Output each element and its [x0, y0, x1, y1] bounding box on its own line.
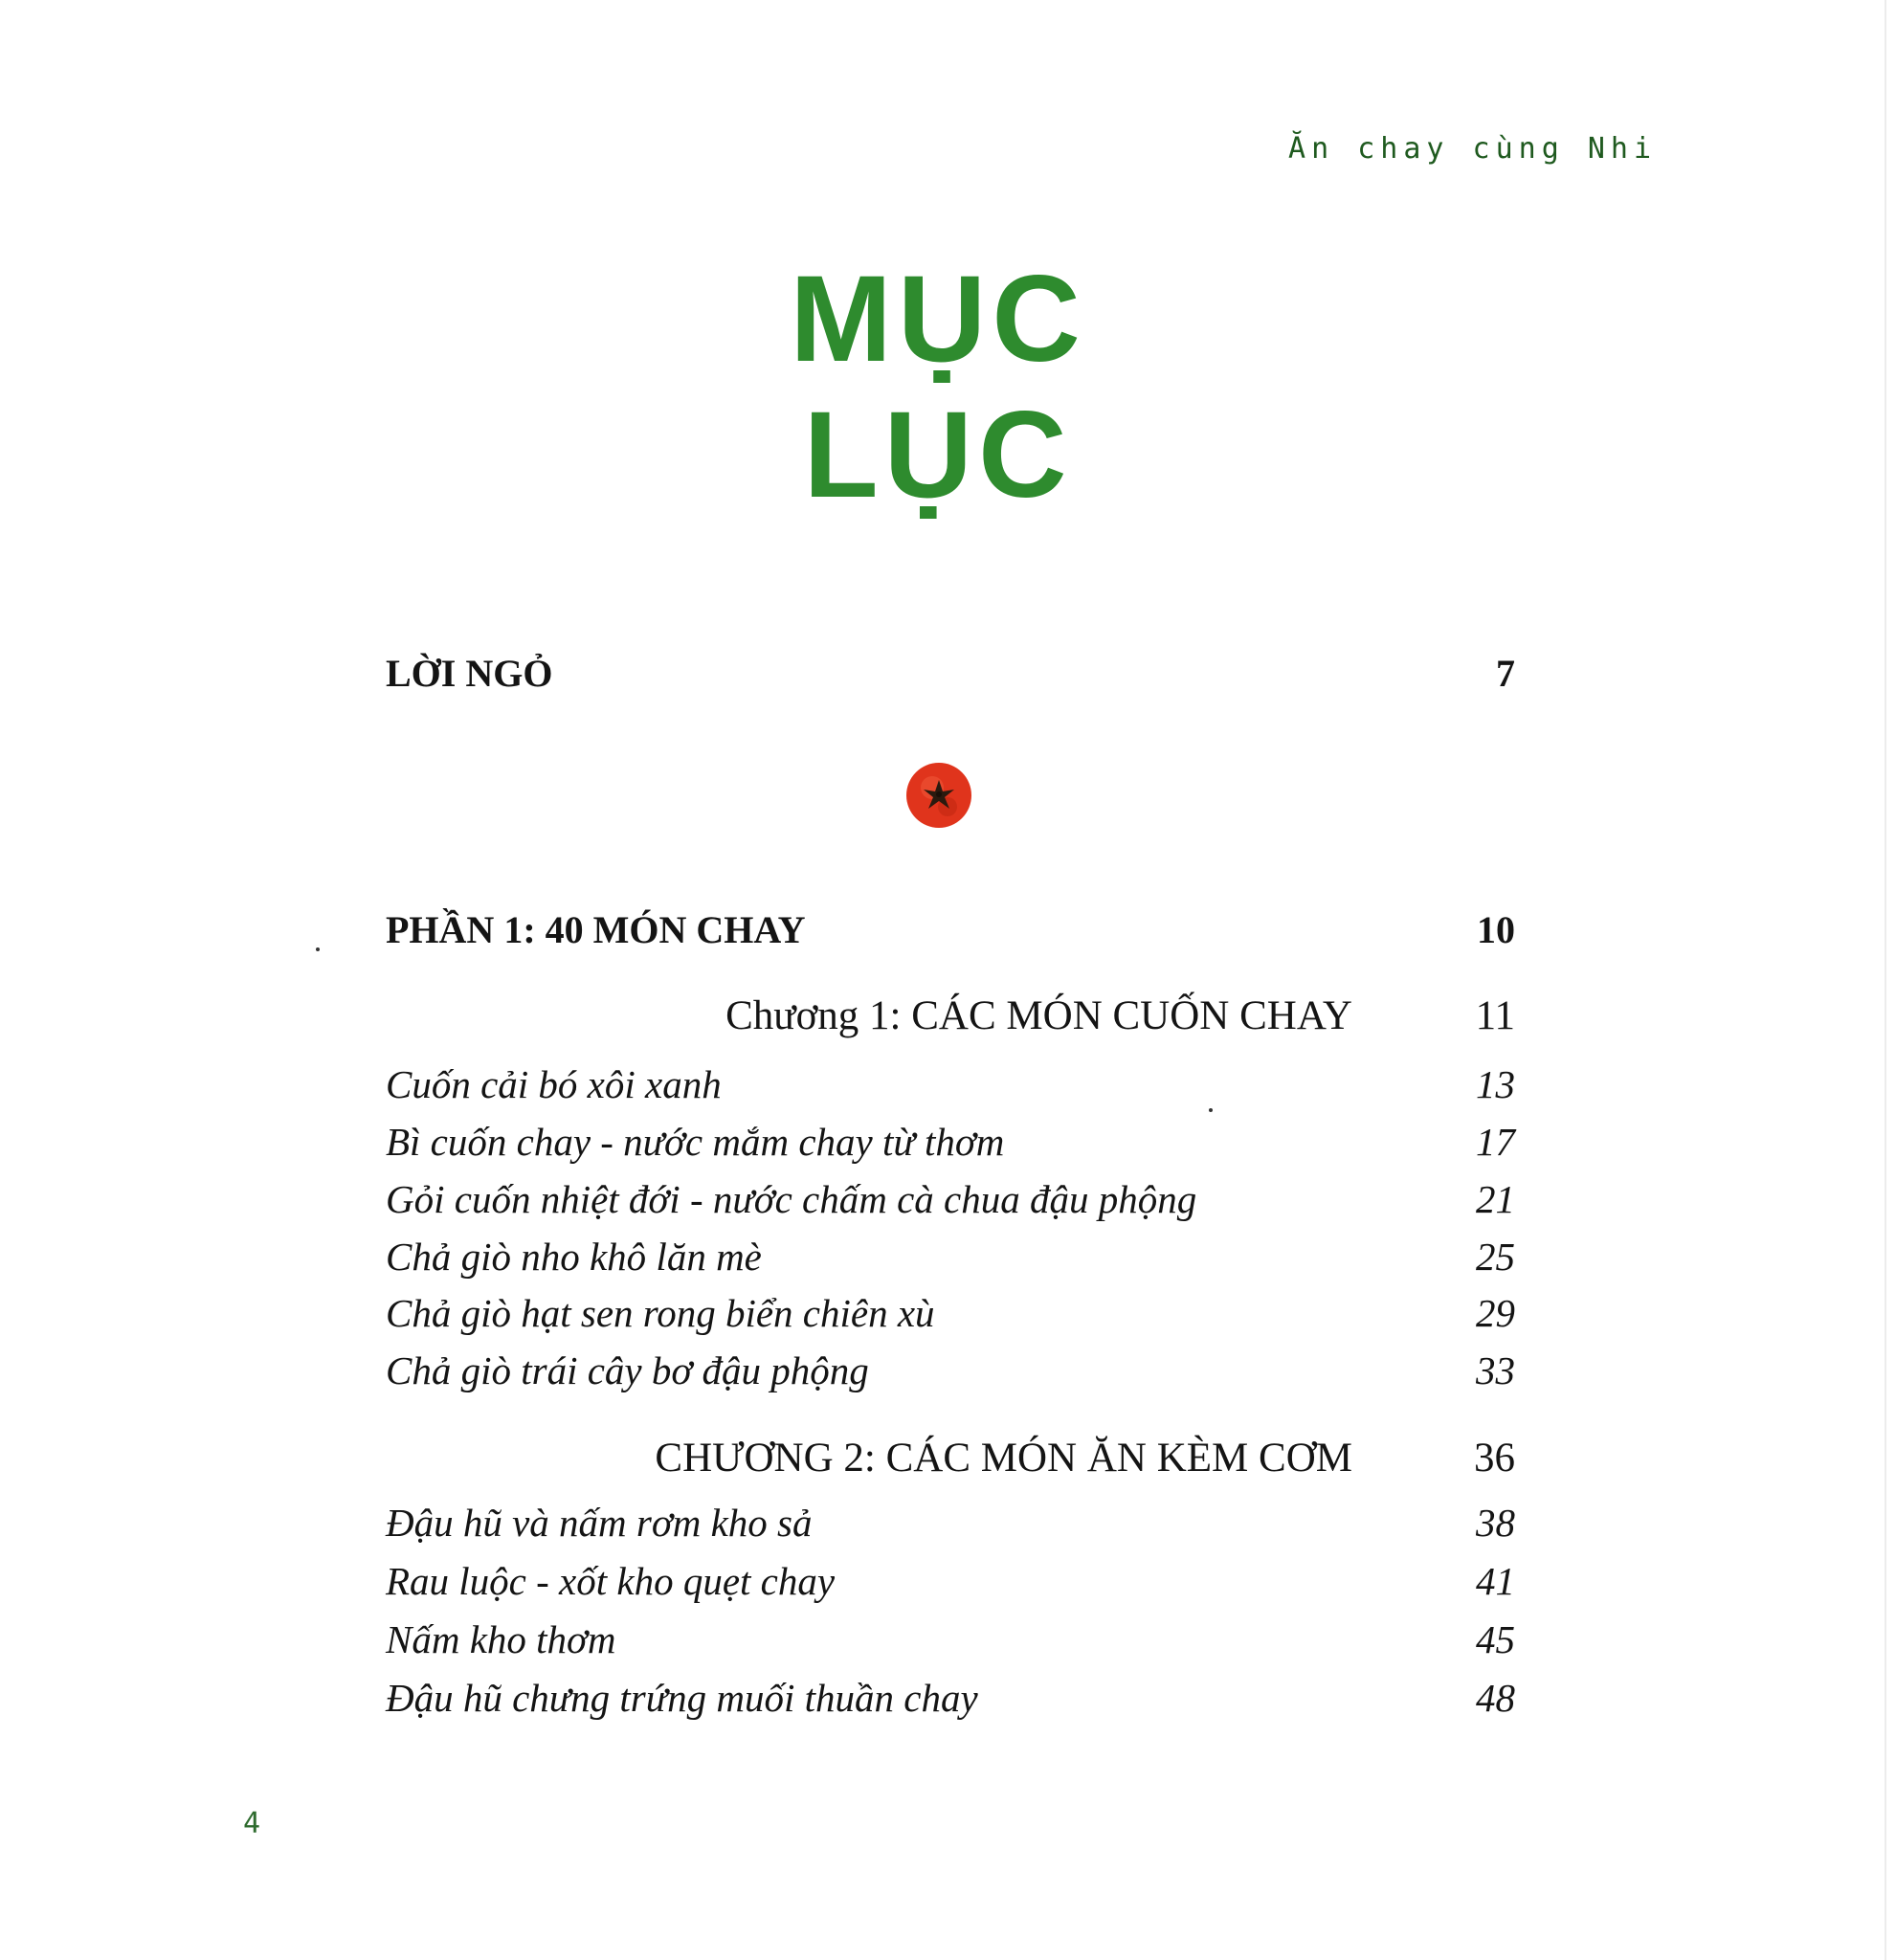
- toc-entry-label: Cuốn cải bó xôi xanh: [386, 1062, 722, 1106]
- toc-entry-part1: [386, 902, 1515, 956]
- toc-entry-page: 41: [1476, 1559, 1515, 1603]
- toc-entry-page: 10: [1477, 907, 1515, 951]
- toc-entry-page: 25: [1476, 1235, 1515, 1279]
- toc-entry-label: Chả giò trái cây bơ đậu phộng: [386, 1348, 869, 1392]
- running-header: Ăn chay cùng Nhi: [1288, 132, 1657, 166]
- toc-entry-page: 33: [1476, 1348, 1515, 1392]
- toc-entry-page: 36: [1474, 1435, 1515, 1481]
- toc-entry-label: Đậu hũ và nấm rơm kho sả: [386, 1501, 813, 1545]
- toc-entry-item: [386, 1554, 1515, 1608]
- page-title-line-1: MỤC: [790, 251, 1086, 388]
- toc-entry-chapter1: [386, 989, 1515, 1042]
- toc-entry-label: Nấm kho thơm: [386, 1617, 616, 1661]
- page-edge: [1885, 0, 1886, 1960]
- toc-entry-item: [386, 1058, 1515, 1111]
- page-title-line-2: LỤC: [803, 387, 1073, 523]
- toc-entry-label: Chương 1: CÁC MÓN CUỐN CHAY: [725, 992, 1352, 1038]
- toc-entry-page: 21: [1476, 1177, 1515, 1221]
- tomato-icon: [903, 759, 974, 830]
- toc-entry-item: [386, 1671, 1515, 1725]
- toc-entry-item: [386, 1344, 1515, 1397]
- page-number: 4: [243, 1807, 261, 1840]
- toc-entry-item: [386, 1613, 1515, 1666]
- toc-entry-page: 48: [1476, 1676, 1515, 1720]
- toc-entry-item: [386, 1496, 1515, 1549]
- toc-entry-label: CHƯƠNG 2: CÁC MÓN ĂN KÈM CƠM: [655, 1435, 1352, 1481]
- toc-entry-label: Chả giò hạt sen rong biển chiên xù: [386, 1291, 935, 1335]
- toc-entry-label: Gỏi cuốn nhiệt đới - nước chấm cà chua đậu phộng: [386, 1177, 1197, 1221]
- toc-entry-label: Đậu hũ chưng trứng muối thuần chay: [386, 1676, 978, 1720]
- toc-entry-item: [386, 1286, 1515, 1340]
- paper-speck: [1209, 1108, 1213, 1112]
- toc-entry-label: LỜI NGỎ: [386, 651, 553, 695]
- toc-entry-label: Chả giò nho khô lăn mè: [386, 1235, 762, 1279]
- toc-entry-page: 45: [1476, 1617, 1515, 1661]
- paper-speck: [316, 947, 320, 951]
- toc-entry-label: Bì cuốn chay - nước mắm chay từ thơm: [386, 1120, 1005, 1164]
- toc-entry-page: 11: [1475, 992, 1515, 1038]
- toc-entry-intro: [386, 646, 1515, 700]
- toc-entry-chapter2: [386, 1431, 1515, 1484]
- toc-entry-item: [386, 1115, 1515, 1169]
- toc-entry-page: 7: [1496, 651, 1515, 695]
- toc-entry-label: PHẦN 1: 40 MÓN CHAY: [386, 907, 806, 951]
- toc-entry-page: 13: [1476, 1062, 1515, 1106]
- toc-entry-page: 29: [1476, 1291, 1515, 1335]
- toc-entry-page: 17: [1476, 1120, 1515, 1164]
- toc-entry-item: [386, 1230, 1515, 1283]
- toc-entry-item: [386, 1172, 1515, 1226]
- toc-entry-page: 38: [1476, 1501, 1515, 1545]
- toc-entry-label: Rau luộc - xốt kho quẹt chay: [386, 1559, 836, 1603]
